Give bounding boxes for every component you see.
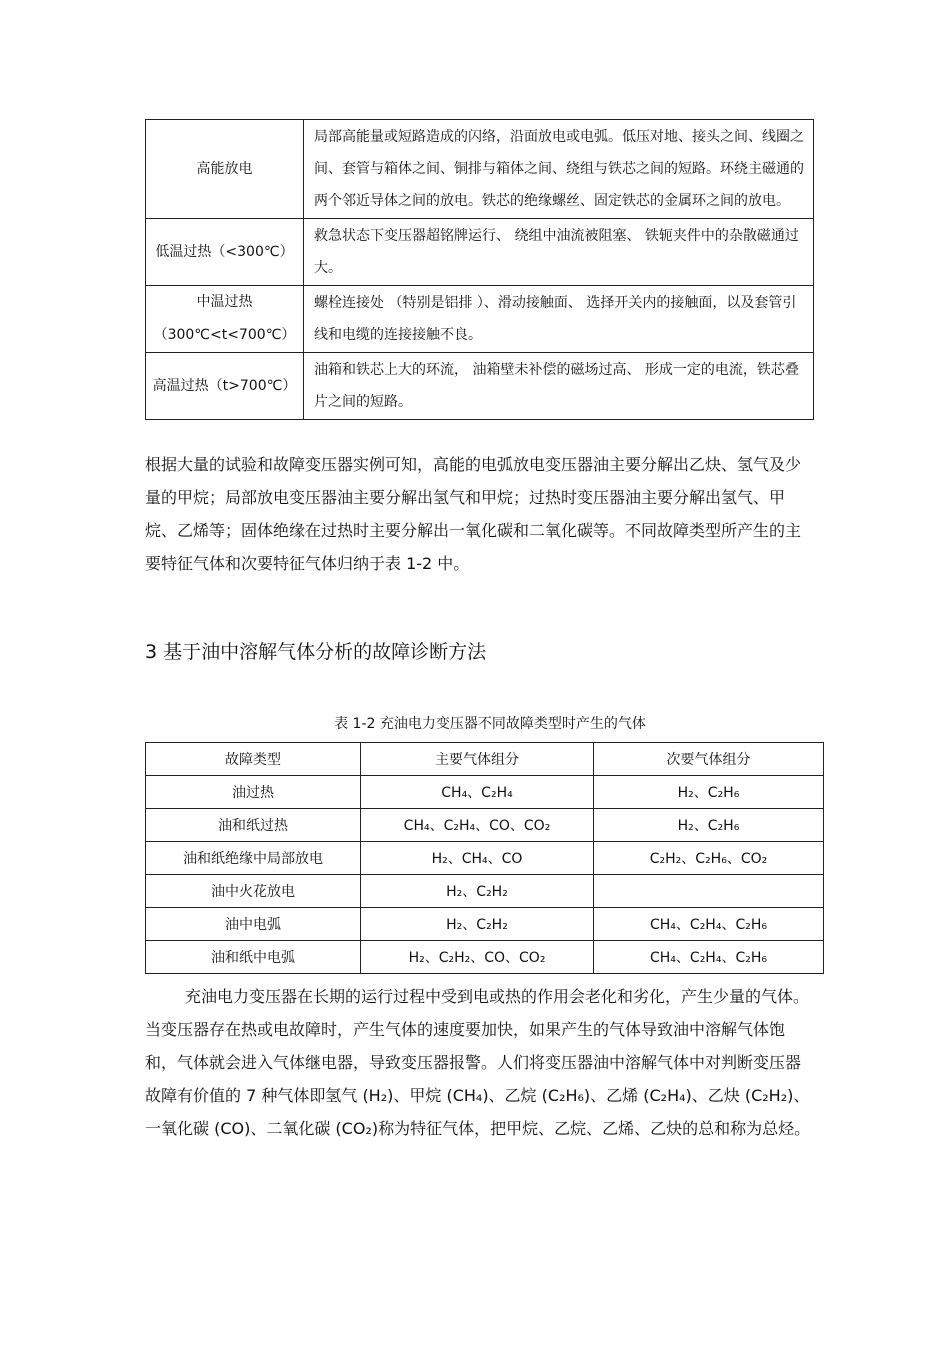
table-cell: H₂、C₂H₆ xyxy=(594,776,824,809)
table-row xyxy=(146,353,814,420)
table-cell: H₂、C₂H₂、CO、CO₂ xyxy=(361,941,594,974)
gas-component-table xyxy=(145,742,824,974)
table-row xyxy=(146,809,824,842)
fault-cause-cell: 局部高能量或短路造成的闪络，沿面放电或电弧。低压对地、接头之间、线圈之间、套管与箱体之间、铜排与箱体之间、绕组与铁芯之间的短路。环绕主磁通的两个邻近导体之间的放电。铁芯的绝缘螺丝、固定铁芯的金属环之间的放电。 xyxy=(304,120,814,219)
fault-type-cell: 高温过热（t>700℃） xyxy=(146,353,304,420)
table-row xyxy=(146,286,814,353)
table-cell: 油中火花放电 xyxy=(146,875,361,908)
table-row xyxy=(146,875,824,908)
table-cell: H₂、CH₄、CO xyxy=(361,842,594,875)
fault-type-cell: 中温过热（300℃<t<700℃） xyxy=(146,286,304,353)
table-row xyxy=(146,908,824,941)
table-row xyxy=(146,842,824,875)
table-cell: 油和纸过热 xyxy=(146,809,361,842)
table-cell: 油和纸中电弧 xyxy=(146,941,361,974)
fault-cause-table xyxy=(145,119,814,420)
table-cell: H₂、C₂H₂ xyxy=(361,875,594,908)
fault-cause-cell: 油箱和铁芯上大的环流， 油箱壁未补偿的磁场过高、 形成一定的电流，铁芯叠片之间的短路。 xyxy=(304,353,814,420)
table-cell: 油和纸绝缘中局部放电 xyxy=(146,842,361,875)
fault-cause-cell: 救急状态下变压器超铭牌运行、 绕组中油流被阻塞、 铁轭夹件中的杂散磁通过大。 xyxy=(304,219,814,286)
fault-type-cell: 低温过热（<300℃） xyxy=(146,219,304,286)
body-paragraph: 充油电力变压器在长期的运行过程中受到电或热的作用会老化和劣化，产生少量的气体。当变压器存在热或电故障时，产生气体的速度要加快，如果产生的气体导致油中溶解气体饱和，气体就会进入气体继电器，导致变压器报警。人们将变压器油中溶解气体中对判断变压器故障有价值的 7 种气体即氢气 (H₂)、甲烷 (CH₄)、乙烷 (C₂H₆)、乙烯 (C₂H₄)、乙炔 (C₂H₂)、一氧化碳 (CO)、二氧化碳 (CO₂)称为特征气体，把甲烷、乙烷、乙烯、乙炔的总和称为总烃。 xyxy=(145,987,811,1138)
fault-cause-cell: 螺栓连接处 （特别是铝排 ）、滑动接触面、 选择开关内的接触面，以及套管引线和电缆的连接接触不良。 xyxy=(304,286,814,353)
table-cell: CH₄、C₂H₄、C₂H₆ xyxy=(594,908,824,941)
column-header: 次要气体组分 xyxy=(594,743,824,776)
body-paragraph: 根据大量的试验和故障变压器实例可知，高能的电弧放电变压器油主要分解出乙炔、氢气及少量的甲烷；局部放电变压器油主要分解出氢气和甲烷；过热时变压器油主要分解出氢气、甲烷、乙烯等；固体绝缘在过热时主要分解出一氧化碳和二氧化碳等。不同故障类型所产生的主要特征气体和次要特征气体归纳于表 1-2 中。 xyxy=(145,455,802,573)
table-cell: 油过热 xyxy=(146,776,361,809)
table-row xyxy=(146,120,814,219)
column-header: 故障类型 xyxy=(146,743,361,776)
fault-type-cell: 高能放电 xyxy=(146,120,304,219)
table-header-row xyxy=(146,743,824,776)
table-row xyxy=(146,941,824,974)
table-caption: 表 1-2 充油电力变压器不同故障类型时产生的气体 xyxy=(334,716,646,732)
table-cell: CH₄、C₂H₄、CO、CO₂ xyxy=(361,809,594,842)
table-row xyxy=(146,219,814,286)
column-header: 主要气体组分 xyxy=(361,743,594,776)
section-heading: 3 基于油中溶解气体分析的故障诊断方法 xyxy=(145,641,487,663)
table-cell: H₂、C₂H₆ xyxy=(594,809,824,842)
table-cell: 油中电弧 xyxy=(146,908,361,941)
table-cell: CH₄、C₂H₄、C₂H₆ xyxy=(594,941,824,974)
table-cell xyxy=(594,875,824,908)
table-row xyxy=(146,776,824,809)
table-cell: CH₄、C₂H₄ xyxy=(361,776,594,809)
table-cell: H₂、C₂H₂ xyxy=(361,908,594,941)
table-cell: C₂H₂、C₂H₆、CO₂ xyxy=(594,842,824,875)
